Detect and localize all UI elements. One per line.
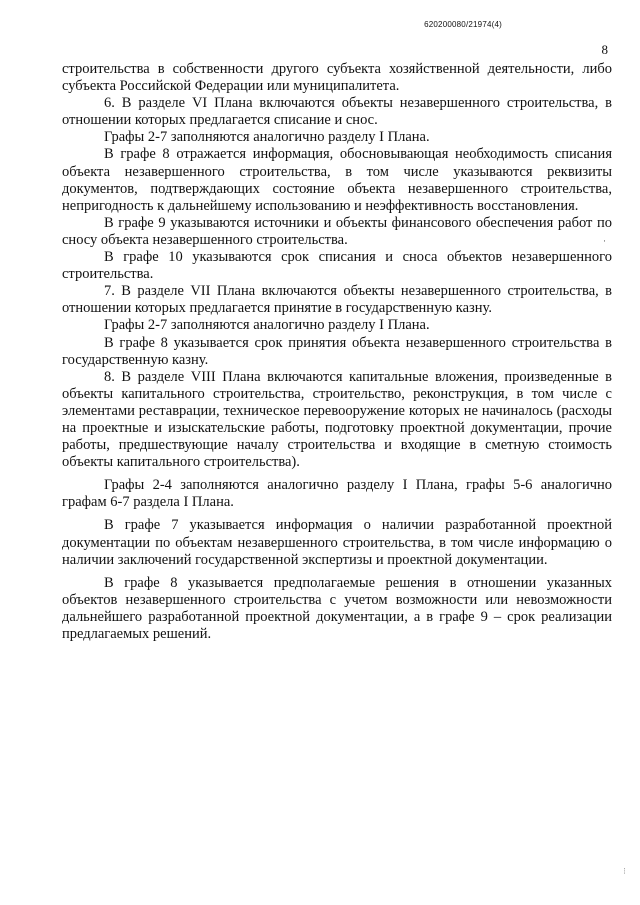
paragraph-section-8: 8. В разделе VIII Плана включаются капитальные вложения, произведенные в объекты капитального строительства, строительство, реконструкция, в том числе с элементами реставрации, техническое перевооружение которых не начиналось (расходы на проектные и изыскательские работы, подготовку проектной документации, прочие работы, предшествующие началу строительства и входящие в сметную стоимость объекты капитального строительства). — [62, 368, 612, 471]
paragraph: В графе 9 указываются источники и объекты финансового обеспечения работ по сносу объекта незавершенного строительства. — [62, 214, 612, 248]
paragraph: Графы 2-4 заполняются аналогично разделу I Плана, графы 5-6 аналогично графам 6-7 раздела I Плана. — [62, 477, 612, 511]
paragraph: В графе 8 указывается предполагаемые решения в отношении указанных объектов незавершенного строительства с учетом возможности или невозможности дальнейшего разработанной проектной документации, а в графе 9 – срок реализации предлагаемых решений. — [62, 574, 612, 642]
document-id: 620200080/21974(4) — [424, 20, 502, 29]
paragraph-section-6: 6. В разделе VI Плана включаются объекты незавершенного строительства, в отношении которых предлагается списание и снос. — [62, 95, 612, 129]
paragraph-continuation: строительства в собственности другого субъекта хозяйственной деятельности, либо субъекта Российской Федерации или муниципалитета. — [62, 61, 612, 95]
paragraph: В графе 8 указывается срок принятия объекта незавершенного строительства в государственную казну. — [62, 334, 612, 368]
paragraph-section-7: 7. В разделе VII Плана включаются объекты незавершенного строительства, в отношении которых предлагается принятие в государственную казну. — [62, 283, 612, 317]
scan-corner-mark: ⁝ — [623, 866, 626, 876]
paragraph: Графы 2-7 заполняются аналогично разделу I Плана. — [104, 129, 430, 146]
page-number: 8 — [601, 42, 608, 57]
margin-mark: · — [603, 236, 606, 246]
paragraph: В графе 8 отражается информация, обосновывающая необходимость списания объекта незавершенного строительства, в том числе указываются реквизиты документов, подтверждающих состояние объекта незавершенного строительства, непригодность к дальнейшему использованию и неэффективность восстановления. — [62, 146, 612, 214]
paragraph: В графе 10 указываются срок списания и сноса объектов незавершенного строительства. — [62, 249, 612, 283]
document-body — [62, 61, 612, 643]
paragraph: В графе 7 указывается информация о наличии разработанной проектной документации по объектам незавершенного строительства, в том числе информацию о наличии заключений государственной экспертизы и проектной документации. — [62, 517, 612, 568]
paragraph: Графы 2-7 заполняются аналогично разделу I Плана. — [104, 317, 430, 334]
